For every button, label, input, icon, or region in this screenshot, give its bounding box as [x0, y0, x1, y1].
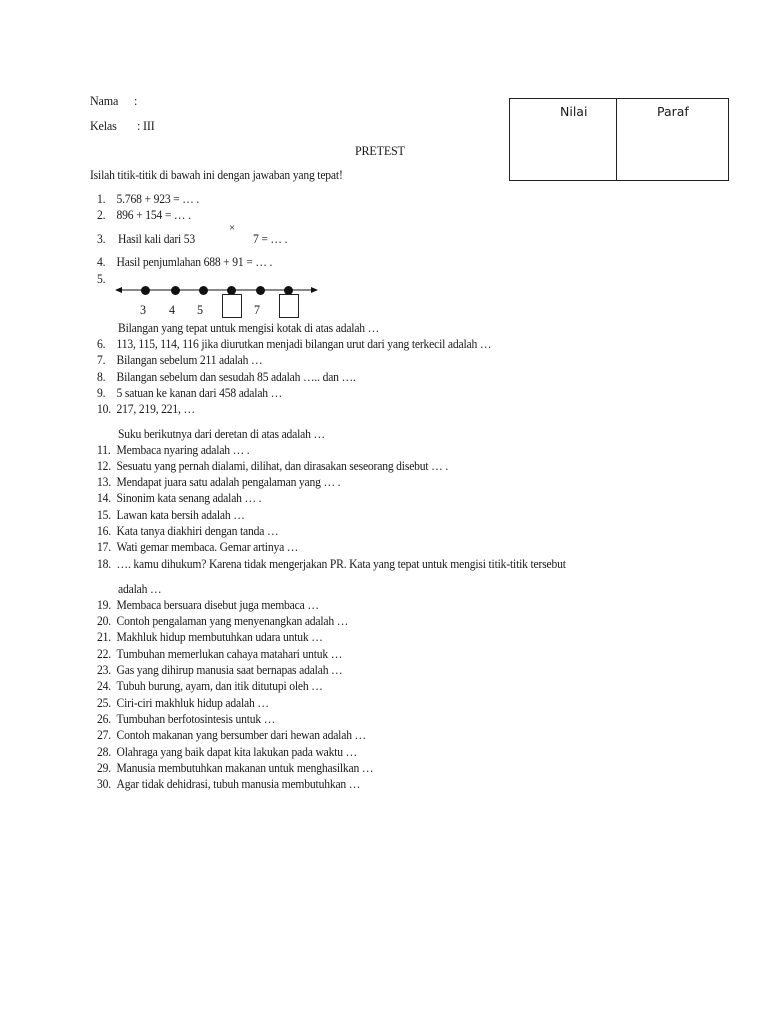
question-1	[97, 192, 199, 207]
number-line-dot	[141, 286, 150, 295]
question-number: 8.	[97, 370, 106, 384]
question-25	[97, 696, 269, 711]
question-text: 5 satuan ke kanan dari 458 adalah …	[116, 386, 283, 400]
question-text: Manusia membutuhkan makanan untuk menghasilkan …	[116, 761, 374, 775]
question-11	[97, 443, 250, 458]
question-27	[97, 728, 366, 743]
question-text: Wati gemar membaca. Gemar artinya …	[116, 540, 299, 554]
question-30	[97, 777, 360, 792]
question-number: 14.	[97, 491, 111, 505]
question-16	[97, 524, 278, 539]
question-number: 25.	[97, 696, 111, 710]
question-text: Membaca nyaring adalah … .	[116, 443, 250, 457]
question-number: 19.	[97, 598, 111, 612]
question-text: Lawan kata bersih adalah …	[116, 508, 245, 522]
question-29	[97, 761, 373, 776]
question-text: 896 + 154 = … .	[116, 208, 191, 222]
question-text: Ciri-ciri makhluk hidup adalah …	[116, 696, 269, 710]
number-line-dot	[171, 286, 180, 295]
question-23	[97, 663, 342, 678]
question-number: 11.	[97, 443, 111, 457]
question-3-rest: 7 = … .	[253, 232, 288, 246]
question-number: 21.	[97, 630, 111, 644]
question-3-text: Hasil kali dari 53	[118, 232, 196, 246]
number-line-label: 4	[169, 302, 175, 317]
question-number: 7.	[97, 353, 106, 367]
nama-colon: :	[134, 93, 138, 108]
question-text: Contoh makanan yang bersumber dari hewan adalah …	[116, 728, 366, 742]
question-text: Sinonim kata senang adalah … .	[116, 491, 262, 505]
number-line-caption: Bilangan yang tepat untuk mengisi kotak di atas adalah …	[118, 321, 380, 335]
number-line-label: 3	[140, 302, 146, 317]
question-number: 22.	[97, 647, 111, 661]
question-14	[97, 491, 261, 506]
question-text: Tubuh burung, ayam, dan itik ditutupi oleh …	[116, 679, 323, 693]
instruction: Isilah titik-titik di bawah ini dengan jawaban yang tepat!	[90, 168, 343, 182]
kelas-value: : III	[137, 118, 155, 133]
question-number: 18.	[97, 557, 111, 571]
question-number: 29.	[97, 761, 111, 775]
question-number: 12.	[97, 459, 111, 473]
question-6	[97, 337, 491, 352]
answer-box	[279, 294, 299, 318]
question-4	[97, 255, 272, 270]
times-sign: ×	[229, 222, 236, 234]
question-5-number: 5.	[97, 272, 106, 286]
question-number: 24.	[97, 679, 111, 693]
question-number: 2.	[97, 208, 106, 222]
question-number: 17.	[97, 540, 111, 554]
question-7	[97, 353, 262, 368]
question-number: 1.	[97, 192, 106, 206]
question-text: Makhluk hidup membutuhkan udara untuk …	[116, 630, 323, 644]
question-22	[97, 647, 342, 662]
question-15	[97, 508, 245, 523]
question-2	[97, 208, 191, 223]
score-box	[509, 98, 729, 181]
nama-label: Nama	[90, 93, 119, 108]
question-text: Hasil penjumlahan 688 + 91 = … .	[116, 255, 273, 269]
question-17	[97, 540, 298, 555]
question-text: Kata tanya diakhiri dengan tanda …	[116, 524, 279, 538]
question-3-number: 3.	[97, 232, 106, 246]
question-text: Membaca bersuara disebut juga membaca …	[116, 598, 319, 612]
question-text: Contoh pengalaman yang menyenangkan adalah …	[116, 614, 349, 628]
question-number: 6.	[97, 337, 106, 351]
question-text: Bilangan sebelum dan sesudah 85 adalah ….. dan ….	[116, 370, 356, 384]
question-text: …. kamu dihukum? Karena tidak mengerjakan PR. Kata yang tepat untuk mengisi titik-titik tersebut	[116, 557, 566, 571]
question-text: 217, 219, 221, …	[116, 402, 195, 416]
question-number: 26.	[97, 712, 111, 726]
question-10	[97, 402, 195, 417]
question-8	[97, 370, 356, 385]
question-21	[97, 630, 323, 645]
question-number: 27.	[97, 728, 111, 742]
question-12	[97, 459, 448, 474]
question-18-continued: adalah …	[118, 582, 162, 596]
right-arrow-icon	[311, 287, 318, 293]
number-line-dot	[256, 286, 265, 295]
question-20	[97, 614, 348, 629]
kelas-label: Kelas	[90, 118, 117, 133]
number-line-dot	[199, 286, 208, 295]
question-number: 13.	[97, 475, 111, 489]
question-text: 5.768 + 923 = … .	[116, 192, 200, 206]
paraf-label: Paraf	[657, 104, 689, 119]
question-number: 4.	[97, 255, 106, 269]
question-9	[97, 386, 282, 401]
question-28	[97, 745, 357, 760]
question-24	[97, 679, 323, 694]
question-26	[97, 712, 275, 727]
question-19	[97, 598, 319, 613]
question-text: Gas yang dihirup manusia saat bernapas adalah …	[116, 663, 343, 677]
question-number: 15.	[97, 508, 111, 522]
question-13	[97, 475, 340, 490]
number-line-label: 7	[254, 302, 260, 317]
question-10-followup: Suku berikutnya dari deretan di atas adalah …	[118, 427, 325, 441]
question-number: 28.	[97, 745, 111, 759]
left-arrow-icon	[115, 287, 122, 293]
question-number: 9.	[97, 386, 106, 400]
question-number: 23.	[97, 663, 111, 677]
question-number: 30.	[97, 777, 111, 791]
page-title: PRETEST	[355, 143, 405, 158]
question-number: 16.	[97, 524, 111, 538]
question-text: Agar tidak dehidrasi, tubuh manusia membutuhkan …	[116, 777, 361, 791]
question-number: 20.	[97, 614, 111, 628]
question-text: Sesuatu yang pernah dialami, dilihat, dan dirasakan seseorang disebut … .	[116, 459, 449, 473]
question-text: Mendapat juara satu adalah pengalaman yang … .	[116, 475, 341, 489]
question-18	[97, 557, 566, 572]
question-text: 113, 115, 114, 116 jika diurutkan menjadi bilangan urut dari yang terkecil adalah …	[116, 337, 492, 351]
question-text: Tumbuhan berfotosintesis untuk …	[116, 712, 276, 726]
score-box-divider	[616, 99, 617, 180]
nilai-label: Nilai	[560, 104, 588, 119]
number-line-label: 5	[197, 302, 203, 317]
question-text: Tumbuhan memerlukan cahaya matahari untuk …	[116, 647, 343, 661]
question-text: Bilangan sebelum 211 adalah …	[116, 353, 263, 367]
question-text: Olahraga yang baik dapat kita lakukan pada waktu …	[116, 745, 358, 759]
answer-box	[222, 294, 242, 318]
question-number: 10.	[97, 402, 111, 416]
